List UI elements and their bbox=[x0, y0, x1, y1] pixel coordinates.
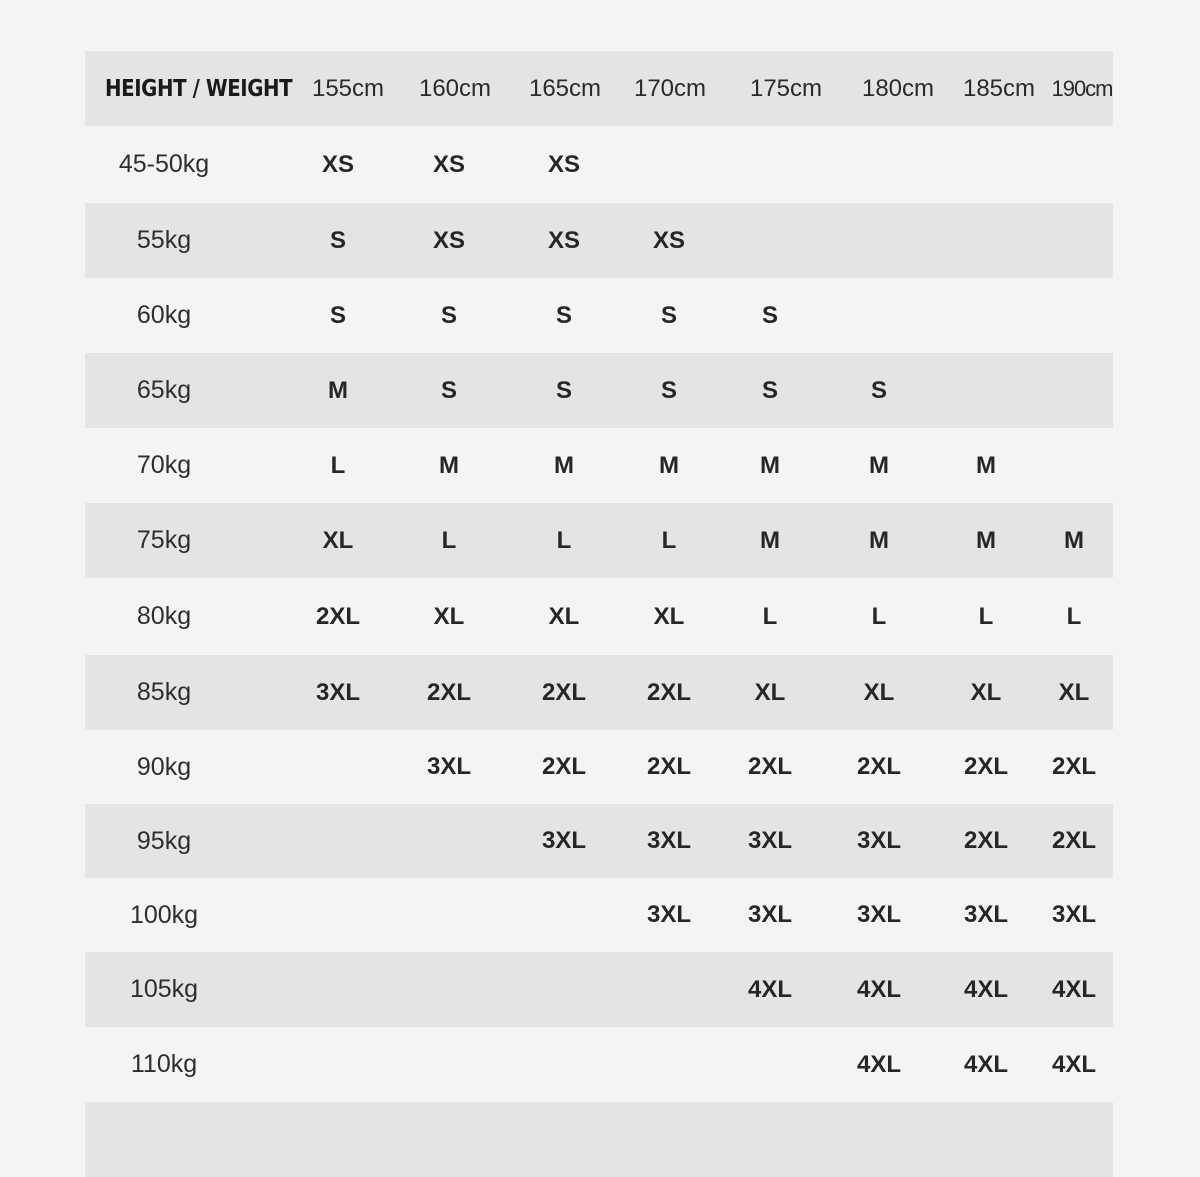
size-cell: 2XL bbox=[646, 678, 692, 706]
table-row bbox=[85, 278, 1113, 353]
size-cell: 4XL bbox=[1051, 1050, 1097, 1078]
size-cell: S bbox=[329, 226, 347, 254]
size-cell: L bbox=[556, 526, 572, 554]
size-cell: 3XL bbox=[315, 678, 361, 706]
size-cell: 3XL bbox=[856, 901, 902, 928]
weight-label: 85kg bbox=[136, 678, 192, 706]
size-cell: S bbox=[870, 376, 888, 404]
size-cell: 2XL bbox=[541, 753, 587, 780]
weight-label: 80kg bbox=[136, 602, 192, 630]
size-cell: M bbox=[976, 451, 996, 479]
size-cell: XL bbox=[754, 678, 786, 706]
table-row bbox=[85, 1027, 1113, 1102]
size-cell: 3XL bbox=[963, 901, 1009, 928]
weight-label: 45-50kg bbox=[118, 150, 210, 178]
size-cell: 3XL bbox=[646, 827, 692, 854]
weight-label: 65kg bbox=[136, 376, 192, 404]
weight-label: 70kg bbox=[136, 451, 192, 479]
size-cell: S bbox=[440, 376, 458, 404]
size-cell: M bbox=[554, 451, 574, 479]
size-cell: S bbox=[660, 301, 678, 329]
size-cell: 2XL bbox=[1051, 753, 1097, 780]
size-cell: S bbox=[555, 376, 573, 404]
table-row bbox=[85, 126, 1113, 203]
size-cell: L bbox=[762, 602, 778, 630]
weight-label: 90kg bbox=[136, 752, 192, 781]
table-row bbox=[85, 878, 1113, 952]
size-cell: 2XL bbox=[315, 602, 361, 630]
size-cell: XS bbox=[321, 150, 355, 178]
size-cell: 3XL bbox=[747, 827, 793, 854]
size-cell: 2XL bbox=[963, 827, 1009, 854]
size-cell: S bbox=[440, 301, 458, 329]
size-cell: 4XL bbox=[747, 975, 793, 1003]
size-cell: 2XL bbox=[747, 753, 793, 780]
table-row bbox=[85, 353, 1113, 428]
size-cell: XS bbox=[432, 150, 466, 178]
header-label: HEIGHT / WEIGHT bbox=[105, 75, 293, 102]
table-row bbox=[85, 730, 1113, 804]
header-height-cell: 190cm bbox=[1051, 75, 1113, 101]
size-cell: S bbox=[660, 376, 678, 404]
size-cell: 3XL bbox=[426, 753, 472, 780]
table-row bbox=[85, 578, 1113, 655]
header-height-cell: 170cm bbox=[633, 74, 707, 102]
size-cell: 3XL bbox=[747, 901, 793, 928]
size-cell: M bbox=[439, 451, 459, 479]
size-cell: L bbox=[1066, 602, 1082, 630]
size-cell: 3XL bbox=[646, 901, 692, 928]
size-cell: 4XL bbox=[963, 975, 1009, 1003]
size-cell: M bbox=[760, 526, 780, 554]
size-cell: L bbox=[978, 602, 994, 630]
size-cell: M bbox=[328, 376, 348, 404]
size-cell: XS bbox=[547, 150, 581, 178]
size-chart-table bbox=[85, 51, 1113, 1177]
weight-label: 100kg bbox=[129, 900, 199, 929]
size-cell: 3XL bbox=[856, 827, 902, 854]
size-cell: 3XL bbox=[541, 827, 587, 854]
weight-label: 95kg bbox=[136, 826, 192, 855]
size-cell: 4XL bbox=[856, 975, 902, 1003]
size-cell: XL bbox=[1058, 678, 1090, 706]
size-cell: XL bbox=[322, 526, 354, 554]
table-row bbox=[85, 503, 1113, 578]
size-cell: 2XL bbox=[541, 678, 587, 706]
header-height-cell: 160cm bbox=[418, 74, 492, 102]
size-cell: 2XL bbox=[963, 753, 1009, 780]
size-cell: XL bbox=[970, 678, 1002, 706]
size-cell: L bbox=[871, 602, 887, 630]
size-cell: XL bbox=[433, 602, 465, 630]
size-cell: S bbox=[329, 301, 347, 329]
header-height-cell: 165cm bbox=[528, 74, 602, 102]
weight-label: 60kg bbox=[136, 301, 192, 329]
weight-label: 110kg bbox=[130, 1050, 198, 1078]
size-cell: M bbox=[1064, 526, 1084, 554]
size-cell: M bbox=[869, 451, 889, 479]
weight-label: 105kg bbox=[129, 975, 199, 1003]
table-row bbox=[85, 952, 1113, 1027]
size-cell: XS bbox=[652, 226, 686, 254]
size-cell: 4XL bbox=[1051, 975, 1097, 1003]
size-cell: 2XL bbox=[1051, 827, 1097, 854]
table-row bbox=[85, 655, 1113, 730]
size-cell: XL bbox=[863, 678, 895, 706]
table-row bbox=[85, 428, 1113, 503]
size-cell: XS bbox=[547, 226, 581, 254]
size-cell: 4XL bbox=[963, 1050, 1009, 1078]
header-height-cell: 180cm bbox=[861, 74, 935, 102]
size-cell: S bbox=[761, 301, 779, 329]
size-cell: M bbox=[869, 526, 889, 554]
weight-label: 75kg bbox=[136, 526, 192, 554]
table-body bbox=[85, 126, 1113, 1102]
header-height-cell: 185cm bbox=[962, 74, 1036, 102]
size-cell: L bbox=[330, 451, 346, 479]
size-cell: XL bbox=[653, 602, 685, 630]
empty-footer-row bbox=[85, 1102, 1113, 1177]
table-row bbox=[85, 203, 1113, 278]
size-cell: L bbox=[661, 526, 677, 554]
header-row bbox=[85, 51, 1113, 126]
weight-label: 55kg bbox=[136, 226, 192, 254]
size-cell: 4XL bbox=[856, 1050, 902, 1078]
size-cell: 2XL bbox=[646, 753, 692, 780]
size-cell: M bbox=[976, 526, 996, 554]
header-height-cell: 175cm bbox=[749, 74, 823, 102]
size-cell: 2XL bbox=[856, 753, 902, 780]
table-row bbox=[85, 804, 1113, 878]
header-height-cell: 155cm bbox=[311, 74, 385, 102]
size-cell: S bbox=[761, 376, 779, 404]
size-cell: M bbox=[760, 451, 780, 479]
size-cell: S bbox=[555, 301, 573, 329]
size-cell: 3XL bbox=[1051, 901, 1097, 928]
size-cell: XL bbox=[548, 602, 580, 630]
size-cell: XS bbox=[432, 226, 466, 254]
size-cell: 2XL bbox=[426, 678, 472, 706]
size-cell: L bbox=[441, 526, 457, 554]
size-cell: M bbox=[659, 451, 679, 479]
